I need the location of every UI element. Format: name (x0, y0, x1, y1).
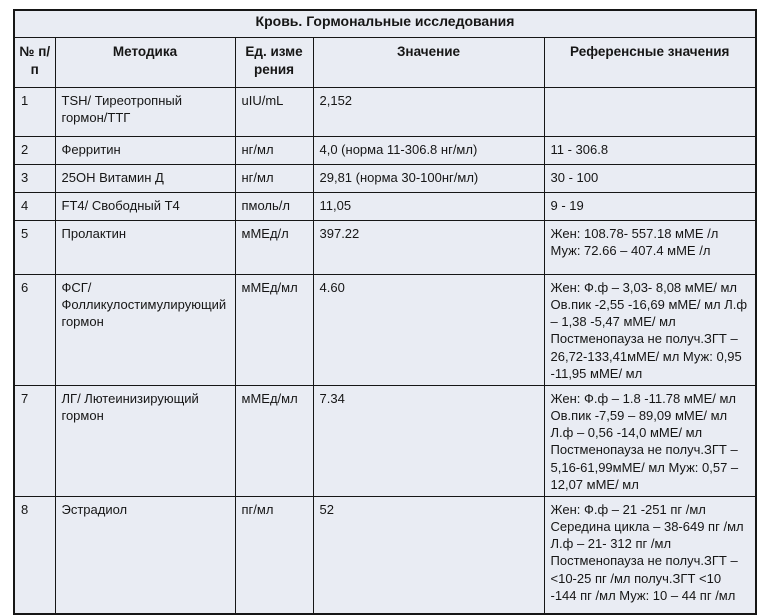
col-header-reference: Референсные значения (544, 38, 756, 88)
value-cell: 7.34 (313, 385, 544, 496)
lab-report (13, 9, 757, 615)
method-cell: FT4/ Свободный Т4 (55, 193, 235, 221)
method-cell: 25OH Витамин Д (55, 165, 235, 193)
unit-cell: мМЕд/мл (235, 275, 313, 386)
table-row (14, 165, 756, 193)
lab-results-table (13, 9, 757, 615)
reference-cell: Жен: Ф.ф – 3,03- 8,08 мМЕ/ мл Ов.пик -2,55 -16,69 мМЕ/ мл Л.ф – 1,38 -5,47 мМЕ/ мл Постменопауза не получ.ЗГТ – 26,72-133,41мМЕ/ мл Муж: 0,95 -11,95 мМЕ/ мл (544, 275, 756, 386)
row-num-cell: 3 (14, 165, 55, 193)
col-header-num: № п/п (14, 38, 55, 88)
table-header-row (14, 38, 756, 88)
method-cell: Эстрадиол (55, 496, 235, 614)
row-num-cell: 7 (14, 385, 55, 496)
method-cell: Ферритин (55, 137, 235, 165)
value-cell: 52 (313, 496, 544, 614)
table-row (14, 496, 756, 614)
reference-cell: Жен: Ф.ф – 1.8 -11.78 мМЕ/ мл Ов.пик -7,59 – 89,09 мМЕ/ мл Л.ф – 0,56 -14,0 мМЕ/ мл Постменопауза не получ.ЗГТ – 5,16-61,99мМЕ/ мл Муж: 0,57 – 12,07 мМЕ/ мл (544, 385, 756, 496)
row-num-cell: 2 (14, 137, 55, 165)
table-row (14, 385, 756, 496)
reference-cell: Жен: Ф.ф – 21 -251 пг /мл Середина цикла – 38-649 пг /мл Л.ф – 21- 312 пг /мл Постменопауза не получ.ЗГТ – <10-25 пг /мл получ.ЗГТ <10 -144 пг /мл Муж: 10 – 44 пг /мл (544, 496, 756, 614)
row-num-cell: 1 (14, 88, 55, 137)
value-cell: 2,152 (313, 88, 544, 137)
method-cell: Пролактин (55, 221, 235, 275)
reference-cell: Жен: 108.78- 557.18 мМЕ /л Муж: 72.66 – 407.4 мМЕ /л (544, 221, 756, 275)
table-title: Кровь. Гормональные исследования (14, 10, 756, 38)
table-row (14, 193, 756, 221)
row-num-cell: 5 (14, 221, 55, 275)
value-cell: 4,0 (норма 11-306.8 нг/мл) (313, 137, 544, 165)
reference-cell: 11 - 306.8 (544, 137, 756, 165)
col-header-value: Значение (313, 38, 544, 88)
method-cell: ЛГ/ Лютеинизирующий гормон (55, 385, 235, 496)
row-num-cell: 8 (14, 496, 55, 614)
value-cell: 11,05 (313, 193, 544, 221)
unit-cell: нг/мл (235, 137, 313, 165)
unit-cell: нг/мл (235, 165, 313, 193)
value-cell: 4.60 (313, 275, 544, 386)
row-num-cell: 4 (14, 193, 55, 221)
reference-cell: 9 - 19 (544, 193, 756, 221)
unit-cell: uIU/mL (235, 88, 313, 137)
table-row (14, 275, 756, 386)
reference-cell: 30 - 100 (544, 165, 756, 193)
value-cell: 29,81 (норма 30-100нг/мл) (313, 165, 544, 193)
unit-cell: пмоль/л (235, 193, 313, 221)
reference-cell (544, 88, 756, 137)
col-header-method: Методика (55, 38, 235, 88)
value-cell: 397.22 (313, 221, 544, 275)
unit-cell: мМЕд/мл (235, 385, 313, 496)
method-cell: ФСГ/ Фолликулостимулирующий гормон (55, 275, 235, 386)
table-row (14, 88, 756, 137)
unit-cell: мМЕд/л (235, 221, 313, 275)
row-num-cell: 6 (14, 275, 55, 386)
col-header-unit: Ед. изме рения (235, 38, 313, 88)
table-title-row (14, 10, 756, 38)
method-cell: TSH/ Тиреотропный гормон/ТТГ (55, 88, 235, 137)
unit-cell: пг/мл (235, 496, 313, 614)
table-row (14, 137, 756, 165)
table-row (14, 221, 756, 275)
